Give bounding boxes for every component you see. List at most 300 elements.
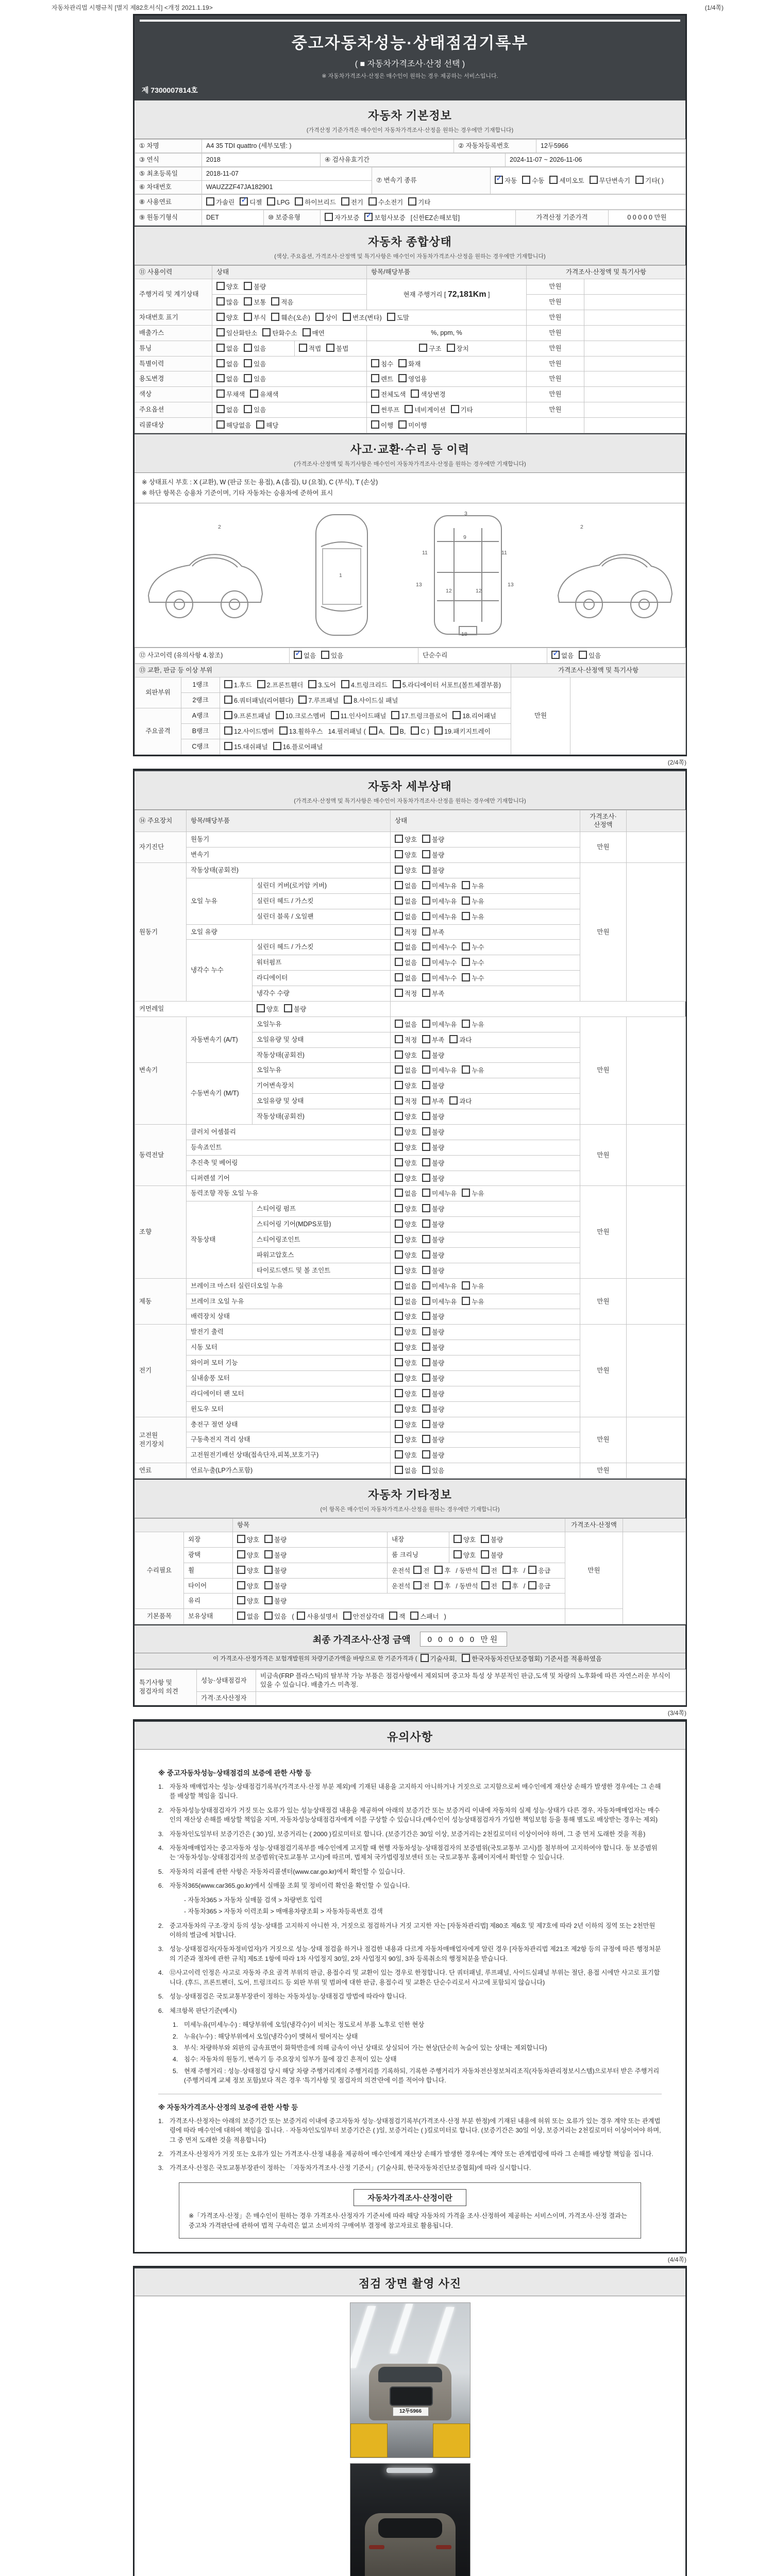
checkbox-label: 수소전기 (378, 198, 404, 206)
tail-light-left (369, 2545, 384, 2549)
checkbox-label: 없음 (405, 913, 417, 921)
checkbox-양호[interactable] (395, 1435, 417, 1445)
checkbox-해당없음[interactable] (216, 420, 251, 430)
checkbox-적정[interactable] (395, 1096, 417, 1106)
checkbox-불량[interactable] (422, 1374, 444, 1383)
checkbox-icon (395, 1219, 403, 1228)
checkbox-없음[interactable] (395, 1297, 417, 1307)
checkbox-많음[interactable] (216, 297, 239, 307)
checkbox-누유[interactable] (462, 1189, 484, 1198)
checkbox-양호[interactable] (395, 1143, 417, 1153)
options-cell (391, 1155, 580, 1171)
checkbox-A,[interactable] (369, 726, 385, 736)
ceiling-light (390, 2304, 413, 2353)
checkbox-미세누유[interactable] (422, 1189, 457, 1198)
checkbox-전[interactable] (413, 1581, 429, 1591)
checkbox-양호[interactable] (395, 1250, 417, 1260)
checkbox-안전삼각대[interactable] (343, 1612, 384, 1621)
checkbox-11.인사이드패널[interactable] (331, 711, 386, 721)
checkbox-없음[interactable] (551, 651, 574, 660)
text-cell: 배출가스 (135, 325, 212, 341)
checkbox-보통[interactable] (244, 297, 266, 307)
notice-item (173, 2055, 662, 2064)
checkbox-불량[interactable] (244, 282, 266, 292)
checkbox-양호[interactable] (395, 1374, 417, 1383)
checkbox-불량[interactable] (264, 1550, 287, 1560)
checkbox-과다[interactable] (449, 1035, 472, 1045)
checkbox-자가보증[interactable] (325, 213, 359, 223)
checkbox-양호[interactable] (395, 866, 417, 875)
text-cell: 오일 누유 (187, 878, 253, 924)
checkbox-부식[interactable] (244, 313, 266, 323)
checkbox-icon (294, 651, 302, 659)
checkbox-LPG[interactable] (267, 197, 290, 207)
checkbox-양호[interactable] (395, 1081, 417, 1091)
checkbox-불량[interactable] (264, 1581, 287, 1591)
checkbox-불량[interactable] (284, 1004, 306, 1014)
checkbox-부족[interactable] (422, 927, 444, 937)
checkbox-누수[interactable] (462, 973, 484, 983)
checkbox-과다[interactable] (449, 1096, 472, 1106)
checkbox-누유[interactable] (462, 1065, 484, 1075)
checkbox-icon (344, 696, 352, 704)
checkbox-불량[interactable] (422, 1420, 444, 1430)
diagram-part-number: 11 (422, 550, 428, 556)
checkbox-양호[interactable] (395, 835, 417, 844)
checkbox-일산화탄소[interactable] (216, 328, 257, 338)
checkbox-icon (481, 1566, 490, 1574)
checkbox-9.프론트패널[interactable] (224, 711, 271, 721)
section-note: (색상, 주요옵션, 가격조사·산정액 및 특기사항은 매수인이 자동차가격조사·산정을 원하는 경우에만 기재합니다) (274, 253, 546, 260)
checkbox-label: 불량 (432, 1221, 445, 1229)
checkbox-후[interactable] (502, 1581, 518, 1591)
checkbox-양호[interactable] (453, 1535, 476, 1545)
checkbox-불량[interactable] (422, 1343, 444, 1352)
checkbox-label: 양호 (405, 1144, 417, 1151)
checkbox-icon (244, 282, 252, 290)
checkbox-부족[interactable] (422, 989, 444, 998)
checkbox-있음[interactable] (244, 405, 266, 415)
checkbox-양호[interactable] (395, 1450, 417, 1460)
checkbox-양호[interactable] (395, 1204, 417, 1214)
text-cell: 연료 (135, 1463, 187, 1479)
text-cell: 항목/해당부품 (187, 810, 391, 832)
checkbox-불량[interactable] (422, 1174, 444, 1183)
simple-repair (547, 648, 686, 664)
notice-item-number: 6. (158, 1882, 164, 1890)
checkbox-없음[interactable] (395, 896, 417, 906)
checkbox-label: 5.라디에이터 서포트(볼트체결부품) (402, 682, 501, 689)
text-cell: 항목/해당부품 (367, 266, 527, 279)
options-cell (391, 1124, 580, 1140)
checkbox-불량[interactable] (422, 1158, 444, 1168)
checkbox-label: 부족 (432, 1036, 445, 1044)
checkbox-없음[interactable] (237, 1612, 259, 1621)
checkbox-불량[interactable] (422, 1312, 444, 1321)
checkbox-icon (422, 1035, 430, 1043)
checkbox-없음[interactable] (395, 881, 417, 891)
options-cell (391, 1386, 580, 1401)
checkbox-전기[interactable] (341, 197, 363, 207)
checkbox-썬루프[interactable] (371, 405, 399, 415)
checkbox-label: 부족 (432, 1098, 445, 1106)
checkbox-B,[interactable] (390, 726, 406, 736)
checkbox-없음[interactable] (294, 651, 316, 660)
checkbox-icon (551, 651, 560, 659)
checkbox-매연[interactable] (303, 328, 325, 338)
checkbox-훼손(오손)[interactable] (271, 313, 310, 323)
checkbox-해당[interactable] (256, 420, 278, 430)
checkbox-양호[interactable] (395, 1235, 417, 1245)
checkbox-적정[interactable] (395, 927, 417, 937)
checkbox-보험사보증[interactable] (364, 213, 405, 223)
checkbox-세미오토[interactable] (549, 176, 584, 185)
checkbox-있음[interactable] (244, 359, 266, 369)
checkbox-15.대쉬패널[interactable] (224, 742, 268, 752)
checkbox-label: 불량 (274, 1567, 287, 1574)
checkbox-후[interactable] (502, 1566, 518, 1575)
checkbox-7.루프패널[interactable] (298, 696, 339, 705)
text-cell: 동력전달 (135, 1124, 187, 1186)
checkbox-불량[interactable] (422, 1143, 444, 1153)
checkbox-누수[interactable] (462, 958, 484, 968)
checkbox-무단변속기[interactable] (590, 176, 630, 185)
checkbox-누유[interactable] (462, 912, 484, 922)
checkbox-양호[interactable] (395, 1158, 417, 1168)
checkbox-label: 양호 (405, 1313, 417, 1321)
checkbox-icon (434, 1581, 443, 1589)
checkbox-label: 적법 (309, 345, 322, 352)
checkbox-icon (395, 1450, 403, 1459)
checkbox-불량[interactable] (422, 1050, 444, 1060)
checkbox-불량[interactable] (422, 1127, 444, 1137)
checkbox-양호[interactable] (395, 1404, 417, 1414)
checkbox-3.도어[interactable] (308, 680, 336, 690)
checkbox-4.트렁크리드[interactable] (341, 680, 388, 690)
checkbox-적정[interactable] (395, 989, 417, 998)
checkbox-미세누유[interactable] (422, 1297, 457, 1307)
checkbox-적법[interactable] (299, 344, 321, 353)
checkbox-미세누수[interactable] (422, 958, 457, 968)
checkbox-변조(변타)[interactable] (343, 313, 382, 323)
checkbox-label: 8.사이드실 패널 (354, 697, 398, 704)
checkbox-18.리어패널[interactable] (452, 711, 496, 721)
section-title: 점검 장면 촬영 사진 (358, 2277, 462, 2290)
checkbox-화재[interactable] (398, 359, 421, 369)
notice-item (158, 1944, 662, 1963)
checkbox-불량[interactable] (481, 1535, 503, 1545)
checkbox-잭[interactable] (389, 1612, 405, 1621)
checkbox-양호[interactable] (395, 1050, 417, 1060)
checkbox-불량[interactable] (422, 1327, 444, 1337)
checkbox-양호[interactable] (216, 313, 239, 323)
checkbox-양호[interactable] (395, 1343, 417, 1352)
checkbox-불량[interactable] (481, 1550, 503, 1560)
checkbox-label: 11.인사이드패널 (340, 712, 386, 720)
model-year: 2018 (202, 153, 321, 166)
checkbox-10.크로스멤버[interactable] (276, 711, 326, 721)
options-cell (391, 986, 580, 1002)
checkbox-한국자동차진단보증협회) 기준서를 적용하였음[interactable] (462, 1654, 602, 1663)
checkbox-누유[interactable] (462, 881, 484, 891)
checkbox-없음[interactable] (395, 1065, 417, 1075)
checkbox-부족[interactable] (422, 1096, 444, 1106)
checkbox-양호[interactable] (395, 1389, 417, 1399)
checkbox-불법[interactable] (326, 344, 348, 353)
checkbox-미세누유[interactable] (422, 1020, 457, 1029)
checkbox-label: 없음 (405, 975, 417, 982)
checkbox-양호[interactable] (395, 1358, 417, 1368)
checkbox-누수[interactable] (462, 942, 484, 952)
checkbox-양호[interactable] (237, 1535, 259, 1545)
checkbox-icon (481, 1535, 489, 1543)
checkbox-색상변경[interactable] (411, 389, 445, 399)
text-cell: ⑨ 원동기형식 (135, 210, 202, 226)
checkbox-icon (271, 313, 279, 321)
checkbox-누유[interactable] (462, 896, 484, 906)
checkbox-구조[interactable] (419, 344, 441, 353)
text-cell: 커먼레일 (135, 1001, 253, 1016)
table-row (135, 167, 686, 180)
checkbox-양호[interactable] (395, 1127, 417, 1137)
checkbox-없음[interactable] (216, 405, 239, 415)
checkbox-6.쿼터패널(리어휀다)[interactable] (224, 696, 293, 705)
checkbox-양호[interactable] (395, 1174, 417, 1183)
checkbox-icon (244, 359, 252, 367)
checkbox-양호[interactable] (237, 1581, 259, 1591)
checkbox-전[interactable] (413, 1566, 429, 1575)
inspector-opinion: 비금속(FRP 플라스틱)의 탈부착 가능 부품은 점검사항에서 제외되며 중고차 특성 상 부분적인 판금,도색 및 차량의 노후화에 따른 자연스러운 부식이 있을 수 있습니다. 배출가스 미측정. (256, 1670, 686, 1692)
checkbox-불량[interactable] (264, 1535, 287, 1545)
checkbox-불량[interactable] (422, 850, 444, 860)
checkbox-label: 6.쿼터패널(리어휀다) (234, 697, 294, 704)
checkbox-8.사이드실 패널[interactable] (344, 696, 398, 705)
checkbox-icon (395, 1112, 403, 1120)
checkbox-양호[interactable] (453, 1550, 476, 1560)
options-cell (367, 371, 527, 387)
checkbox-1.후드[interactable] (224, 680, 252, 690)
checkbox-도말[interactable] (387, 313, 409, 323)
checkbox-불량[interactable] (422, 1266, 444, 1276)
checkbox-icon (422, 866, 430, 874)
notice-item (158, 1843, 662, 1862)
checkbox-기타[interactable] (408, 197, 430, 207)
checkbox-누유[interactable] (462, 1020, 484, 1029)
checkbox-상이[interactable] (315, 313, 338, 323)
checkbox-C )[interactable] (411, 726, 429, 736)
checkbox-없음[interactable] (216, 359, 239, 369)
checkbox-장치[interactable] (447, 344, 469, 353)
checkbox-없음[interactable] (395, 1189, 417, 1198)
text-cell: 전기 (135, 1325, 187, 1417)
checkbox-icon (422, 1374, 430, 1382)
checkbox-불량[interactable] (422, 1219, 444, 1229)
text-cell: 만원 (511, 677, 570, 754)
checkbox-후[interactable] (434, 1581, 450, 1591)
text-cell: 2랭크 (181, 693, 220, 708)
text-cell: ⑪ 사용이력 (135, 266, 212, 279)
notice-item (158, 2006, 662, 2015)
car-name: A4 35 TDI quattro (세부모델: ) (202, 140, 454, 153)
checkbox-미세누유[interactable] (422, 896, 457, 906)
checkbox-양호[interactable] (395, 1266, 417, 1276)
car-grille (390, 2386, 433, 2406)
checkbox-수소전기[interactable] (368, 197, 403, 207)
checkbox-미세누유[interactable] (422, 881, 457, 891)
checkbox-label: 무채색 (226, 391, 245, 399)
checkbox-불량[interactable] (422, 1112, 444, 1122)
checkbox-양호[interactable] (395, 1112, 417, 1122)
checkbox-미세누유[interactable] (422, 912, 457, 922)
checkbox-불량[interactable] (422, 1358, 444, 1368)
text-cell: 수리필요 (135, 1532, 184, 1608)
checkbox-불량[interactable] (422, 1235, 444, 1245)
checkbox-icon (422, 1127, 430, 1136)
checkbox-불량[interactable] (422, 835, 444, 844)
checkbox-가솔린[interactable] (206, 197, 234, 207)
section-title: 자동차 세부상태 (368, 779, 452, 793)
checkbox-불량[interactable] (422, 1204, 444, 1214)
checkbox-있음[interactable] (422, 1466, 444, 1476)
checkbox-양호[interactable] (395, 1219, 417, 1229)
checkbox-미세누수[interactable] (422, 973, 457, 983)
checkbox-불량[interactable] (422, 1404, 444, 1414)
checkbox-없음[interactable] (395, 1466, 417, 1476)
checkbox-불량[interactable] (422, 866, 444, 875)
text-cell: 만원 (527, 325, 584, 341)
checkbox-label: 미세누유 (432, 1298, 457, 1306)
checkbox-양호[interactable] (395, 850, 417, 860)
checkbox-icon (422, 958, 430, 966)
checkbox-적정[interactable] (395, 1035, 417, 1045)
checkbox-icon (395, 942, 403, 951)
document-subtitle: ( ■ 자동차가격조사·산정 선택 ) (355, 60, 465, 69)
empty-cell (584, 371, 686, 387)
checkbox-미세누유[interactable] (422, 1065, 457, 1075)
options-cell (233, 1547, 388, 1563)
checkbox-사용설명서[interactable] (297, 1612, 338, 1621)
checkbox-수동[interactable] (522, 176, 544, 185)
checkbox-불량[interactable] (422, 1450, 444, 1460)
checkbox-label: 후 (512, 1582, 518, 1590)
checkbox-없음[interactable] (216, 374, 239, 384)
text-cell: 실린더 커버(로커암 커버) (253, 878, 391, 893)
checkbox-양호[interactable] (237, 1550, 259, 1560)
checkbox-없음[interactable] (395, 942, 417, 952)
checkbox-미이행[interactable] (398, 420, 427, 430)
checkbox-2.프론트휀더[interactable] (257, 680, 304, 690)
checkbox-label: 4.트렁크리드 (350, 682, 388, 689)
checkbox-16.플로어패널[interactable] (273, 742, 323, 752)
checkbox-없음[interactable] (395, 1020, 417, 1029)
checkbox-5.라디에이터 서포트(볼트체결부품)[interactable] (393, 680, 501, 690)
checkbox-불량[interactable] (264, 1566, 287, 1575)
notice-group-1-heading: ※ 중고자동차성능·상태점검의 보증에 관한 사항 등 (158, 1769, 312, 1777)
checkbox-없음[interactable] (395, 973, 417, 983)
checkbox-icon (422, 1404, 430, 1413)
checkbox-있음[interactable] (321, 651, 343, 660)
checkbox-탄화수소[interactable] (262, 328, 297, 338)
checkbox-전[interactable] (481, 1581, 497, 1591)
checkbox-자동[interactable] (495, 176, 517, 185)
checkbox-불량[interactable] (422, 1250, 444, 1260)
checkbox-icon (395, 1096, 403, 1105)
checkbox-불량[interactable] (422, 1389, 444, 1399)
checkbox-있음[interactable] (264, 1612, 287, 1621)
checkbox-양호[interactable] (395, 1327, 417, 1337)
checkbox-유채색[interactable] (250, 389, 278, 399)
checkbox-없음[interactable] (216, 344, 239, 353)
checkbox-불량[interactable] (422, 1081, 444, 1091)
checkbox-전체도색[interactable] (371, 389, 406, 399)
checkbox-미세누유[interactable] (422, 1281, 457, 1291)
checkbox-기타( )[interactable] (635, 176, 664, 185)
checkbox-label: 양호 (266, 1005, 279, 1013)
empty-cell (565, 1609, 623, 1624)
text-cell: 타이로드엔드 및 볼 조인트 (253, 1263, 391, 1278)
checkbox-영업용[interactable] (398, 374, 427, 384)
checkbox-부족[interactable] (422, 1035, 444, 1045)
checkbox-없음[interactable] (395, 958, 417, 968)
checkbox-기술사회,[interactable] (421, 1654, 457, 1663)
checkbox-양호[interactable] (395, 1420, 417, 1430)
checkbox-후[interactable] (434, 1566, 450, 1575)
checkbox-13.휠하우스[interactable] (279, 726, 323, 736)
checkbox-17.트렁크플로어[interactable] (391, 711, 447, 721)
checkbox-누유[interactable] (462, 1297, 484, 1307)
checkbox-미세누수[interactable] (422, 942, 457, 952)
checkbox-양호[interactable] (237, 1596, 259, 1606)
checkbox-양호[interactable] (395, 1312, 417, 1321)
checkbox-이행[interactable] (371, 420, 393, 430)
text-cell: ⑩ 보증유형 (264, 210, 321, 226)
checkbox-12.사이드멤버[interactable] (224, 726, 274, 736)
checkbox-없음[interactable] (395, 1281, 417, 1291)
checkbox-불량[interactable] (264, 1596, 287, 1606)
checkbox-19.패키지트레이[interactable] (434, 726, 491, 736)
checkbox-누유[interactable] (462, 1281, 484, 1291)
checkbox-응급[interactable] (528, 1566, 550, 1575)
checkbox-전[interactable] (481, 1566, 497, 1575)
checkbox-있음[interactable] (579, 651, 601, 660)
checkbox-양호[interactable] (216, 282, 239, 292)
checkbox-적음[interactable] (271, 297, 293, 307)
checkbox-렌트[interactable] (371, 374, 393, 384)
options-cell (391, 1355, 580, 1371)
checkbox-있음[interactable] (244, 344, 266, 353)
checkbox-label: 누유 (472, 897, 484, 905)
checkbox-없음[interactable] (395, 912, 417, 922)
checkbox-불량[interactable] (422, 1435, 444, 1445)
checkbox-디젤[interactable] (240, 197, 262, 207)
checkbox-네비게이션[interactable] (405, 405, 445, 415)
checkbox-label: 불량 (432, 1313, 445, 1321)
car-underbody-outline-icon (414, 511, 522, 639)
checkbox-양호[interactable] (257, 1004, 279, 1014)
checkbox-label: 있음 (274, 1613, 287, 1621)
checkbox-기타[interactable] (451, 405, 473, 415)
checkbox-icon (422, 1189, 430, 1197)
checkbox-하이브리드[interactable] (295, 197, 335, 207)
checkbox-있음[interactable] (244, 374, 266, 384)
checkbox-label: 적정 (405, 928, 417, 936)
checkbox-무채색[interactable] (216, 389, 245, 399)
checkbox-응급[interactable] (528, 1581, 550, 1591)
text-cell: ⑥ 차대번호 (135, 180, 202, 194)
checkbox-침수[interactable] (371, 359, 393, 369)
checkbox-스패너[interactable] (410, 1612, 439, 1621)
checkbox-양호[interactable] (237, 1566, 259, 1575)
